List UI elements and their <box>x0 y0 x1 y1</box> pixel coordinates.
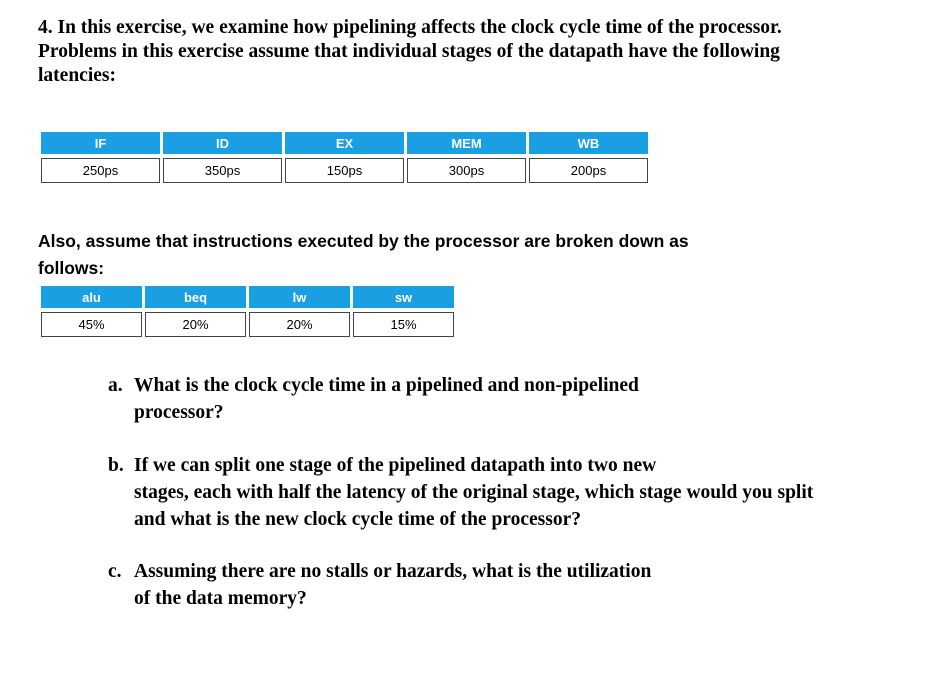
latency-table <box>38 128 651 187</box>
mix-header-beq: beq <box>145 286 246 308</box>
latency-value-wb: 200ps <box>529 158 648 183</box>
mix-header-alu: alu <box>41 286 142 308</box>
latency-value-row <box>41 158 648 183</box>
latency-header-wb: WB <box>529 132 648 154</box>
question-c-marker: c. <box>108 561 122 582</box>
mix-header-sw: sw <box>353 286 454 308</box>
question-b <box>108 452 908 533</box>
also-line-2: follows: <box>38 258 105 278</box>
latency-value-if: 250ps <box>41 158 160 183</box>
question-b-line-3: and what is the new clock cycle time of the processor? <box>134 509 581 530</box>
latency-value-id: 350ps <box>163 158 282 183</box>
mix-header-lw: lw <box>249 286 350 308</box>
intro-line-2: Problems in this exercise assume that individual stages of the datapath have the following <box>38 41 780 62</box>
question-b-line-1: If we can split one stage of the pipelined datapath into two new <box>134 455 657 476</box>
latency-header-mem: MEM <box>407 132 526 154</box>
latency-value-ex: 150ps <box>285 158 404 183</box>
intro-paragraph <box>38 16 918 88</box>
mix-value-row <box>41 312 454 337</box>
instruction-mix-table <box>38 282 457 341</box>
mix-value-lw: 20% <box>249 312 350 337</box>
question-c-line-1: Assuming there are no stalls or hazards, what is the utilization <box>134 561 652 582</box>
mix-header-row <box>41 286 454 308</box>
question-c <box>108 558 808 612</box>
question-c-line-2: of the data memory? <box>134 588 307 609</box>
intro-line-1: 4. In this exercise, we examine how pipelining affects the clock cycle time of the processor. <box>38 17 782 38</box>
latency-value-mem: 300ps <box>407 158 526 183</box>
question-a-line-1: What is the clock cycle time in a pipelined and non-pipelined <box>134 375 639 396</box>
instruction-mix-intro <box>38 228 758 282</box>
question-b-line-2: stages, each with half the latency of the original stage, which stage would you split <box>134 482 814 503</box>
mix-value-sw: 15% <box>353 312 454 337</box>
question-a <box>108 372 808 426</box>
question-a-line-2: processor? <box>134 402 224 423</box>
question-a-marker: a. <box>108 375 123 396</box>
latency-header-if: IF <box>41 132 160 154</box>
latency-header-id: ID <box>163 132 282 154</box>
latency-header-ex: EX <box>285 132 404 154</box>
also-line-1: Also, assume that instructions executed by the processor are broken down as <box>38 231 689 251</box>
mix-value-beq: 20% <box>145 312 246 337</box>
mix-value-alu: 45% <box>41 312 142 337</box>
intro-line-3: latencies: <box>38 65 116 86</box>
latency-header-row <box>41 132 648 154</box>
question-b-marker: b. <box>108 455 124 476</box>
